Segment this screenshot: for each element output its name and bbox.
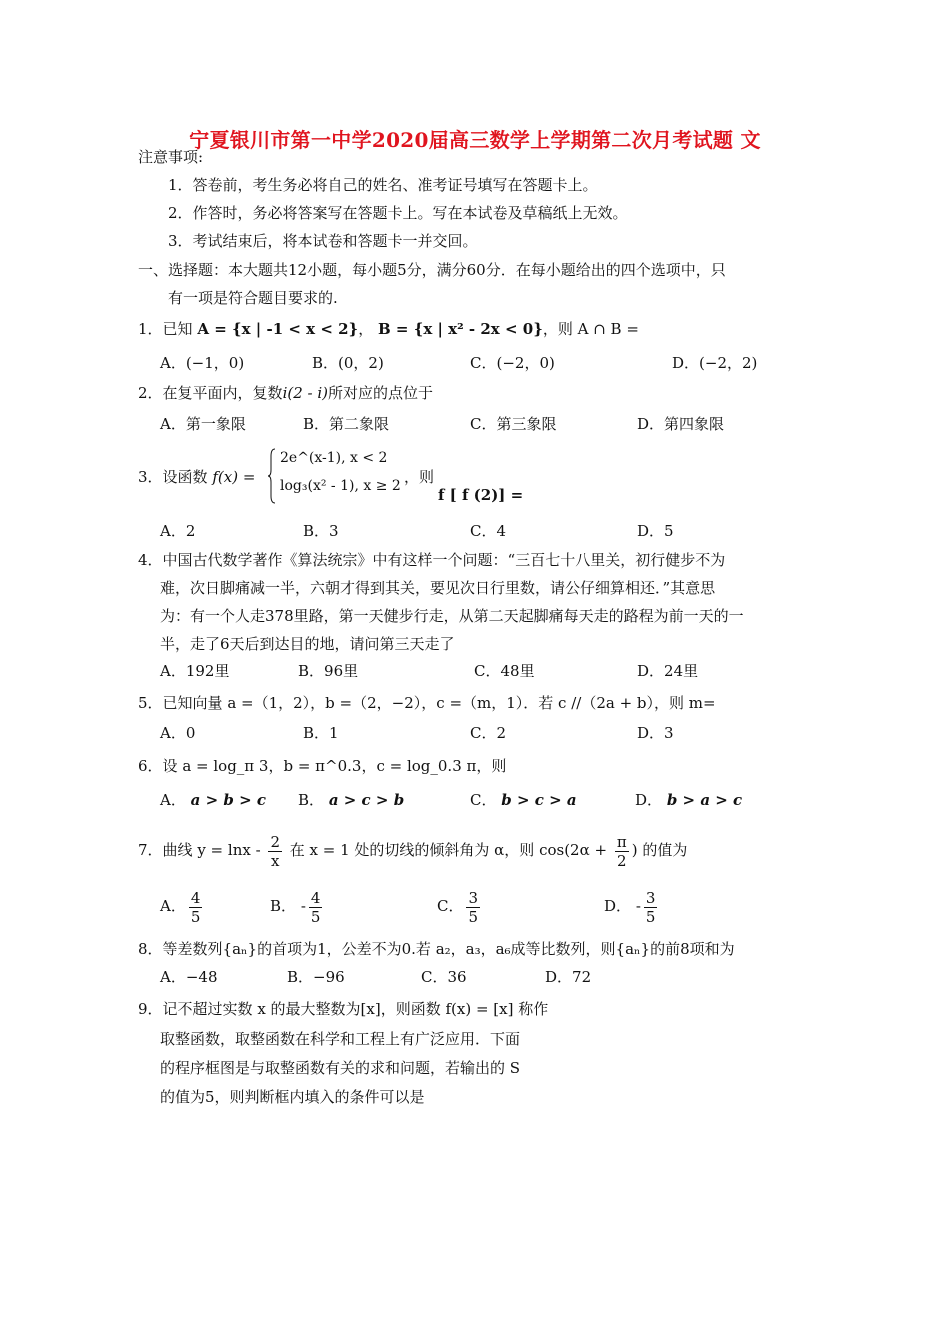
set-b: B = {x | x² - 2x < 0} — [378, 320, 543, 338]
option-c: C．36 — [421, 968, 467, 986]
option-d — [604, 886, 660, 926]
question-tail: ，则 — [404, 468, 435, 486]
question-7 — [138, 830, 687, 870]
notice-item: 3．考试结束后，将本试卷和答题卡一并交回。 — [168, 232, 478, 250]
fraction-denominator: 5 — [190, 907, 201, 926]
option-a: A．第一象限 — [160, 415, 246, 433]
question-text: 等差数列{aₙ}的首项为1，公差不为0.若 a₂，a₃，a₆成等比数列，则{aₙ}的前8项和为 — [162, 940, 735, 958]
question-text: 已知 — [162, 320, 193, 338]
question-number: 3． — [138, 468, 163, 486]
question-text-cont: 取整函数，取整函数在科学和工程上有广泛应用．下面 — [160, 1030, 521, 1048]
question-text-cont: 为：有一个人走378里路，第一天健步行走，从第二天起脚痛每天走的路程为前一天的一 — [160, 607, 744, 625]
question-text-cont: 的值为5，则判断框内填入的条件可以是 — [160, 1088, 425, 1106]
option-a: A．2 — [160, 522, 196, 540]
question-text: 设 a = log_π 3，b = π^0.3，c = log_0.3 π，则 — [162, 757, 507, 775]
question-tail: ) 的值为 — [631, 841, 688, 859]
option-letter: D． — [604, 897, 632, 915]
question-2 — [138, 382, 433, 404]
separator: ， — [358, 320, 374, 338]
question-text: 中国古代数学著作《算法统宗》中有这样一个问题：“三百七十八里关，初行健步不为 — [162, 551, 726, 569]
left-brace-icon — [268, 448, 276, 504]
question-text: 记不超过实数 x 的最大整数为[x]，则函数 f(x) = [x] 称作 — [162, 1000, 549, 1018]
question-tail: ，则 A ∩ B = — [542, 320, 639, 338]
question-number: 9． — [138, 1000, 163, 1018]
set-a: A = {x | -1 < x < 2} — [197, 320, 359, 338]
question-9 — [138, 998, 548, 1020]
question-text-cont: 半，走了6天后到达目的地，请问第三天走了 — [160, 635, 455, 653]
fraction-denominator: 5 — [310, 907, 321, 926]
option-d: D．(−2，2) — [672, 354, 758, 372]
option-d: D．第四象限 — [637, 415, 725, 433]
question-number: 7． — [138, 841, 163, 859]
option-letter: D． — [635, 791, 663, 809]
complex-expr: i(2 - i) — [282, 384, 329, 402]
question-number: 2． — [138, 384, 163, 402]
option-c: C．48里 — [474, 662, 535, 680]
option-letter: A． — [160, 897, 186, 915]
option-value: a > b > c — [190, 791, 266, 809]
fraction-numerator: 2 — [270, 832, 280, 851]
question-ask: f [ f (2)] = — [438, 486, 524, 504]
question-number: 6． — [138, 757, 163, 775]
notice-item: 2．作答时，务必将答案写在答题卡上。写在本试卷及草稿纸上无效。 — [168, 204, 628, 222]
fraction-numerator: 4 — [190, 888, 201, 907]
option-c: C．(−2，0) — [470, 354, 555, 372]
option-fraction — [189, 889, 203, 926]
option-letter: B． — [298, 791, 325, 809]
question-4 — [138, 549, 725, 571]
option-sign: - — [635, 897, 641, 915]
fraction-denominator: x — [270, 851, 280, 870]
option-a: A．(−1，0) — [160, 354, 245, 372]
option-a: A．−48 — [160, 968, 218, 986]
option-b: B．96里 — [298, 662, 359, 680]
option-sign: - — [300, 897, 306, 915]
piecewise-function — [268, 448, 401, 506]
question-text: 设函数 — [162, 468, 208, 486]
question-text: 在 x = 1 处的切线的倾斜角为 α，则 cos(2α + — [289, 841, 608, 859]
option-c: C．4 — [470, 522, 507, 540]
option-a — [160, 789, 266, 811]
question-8 — [138, 938, 735, 960]
option-a: A．0 — [160, 724, 196, 742]
option-c — [470, 789, 577, 811]
option-fraction — [644, 889, 658, 926]
option-b: B．1 — [303, 724, 339, 742]
question-6 — [138, 755, 506, 777]
option-letter: C． — [437, 897, 464, 915]
function-name: f(x) = — [212, 468, 256, 486]
fraction-denominator: 5 — [468, 907, 479, 926]
fraction-numerator: 3 — [645, 888, 656, 907]
fraction — [615, 833, 629, 870]
fraction-denominator: 5 — [645, 907, 656, 926]
piecewise-case-2: log₃(x² - 1), x ≥ 2 — [280, 478, 401, 494]
option-d — [635, 789, 742, 811]
question-3 — [138, 466, 255, 488]
option-a: A．192里 — [160, 662, 230, 680]
question-number: 1． — [138, 320, 163, 338]
page-title: 宁夏银川市第一中学2020届高三数学上学期第二次月考试题 文 — [189, 128, 761, 152]
question-tail: 所对应的点位于 — [328, 384, 434, 402]
option-c: C．2 — [470, 724, 507, 742]
option-b: B．3 — [303, 522, 339, 540]
option-d: D．72 — [545, 968, 592, 986]
option-a — [160, 886, 205, 926]
question-1 — [138, 318, 639, 340]
option-letter: A． — [160, 791, 186, 809]
question-number: 8． — [138, 940, 163, 958]
option-d: D．3 — [637, 724, 674, 742]
notice-item: 1．答卷前，考生务必将自己的姓名、准考证号填写在答题卡上。 — [168, 176, 598, 194]
option-b — [270, 886, 325, 926]
option-value: b > a > c — [666, 791, 743, 809]
piecewise-case-1: 2e^(x-1), x < 2 — [280, 450, 388, 466]
option-c — [437, 886, 483, 926]
question-text-cont: 的程序框图是与取整函数有关的求和问题，若输出的 S — [160, 1059, 521, 1077]
option-b: B．−96 — [287, 968, 345, 986]
option-value: a > c > b — [328, 791, 405, 809]
option-d: D．5 — [637, 522, 674, 540]
option-value: b > c > a — [501, 791, 577, 809]
question-5 — [138, 692, 716, 714]
option-letter: B． — [270, 897, 297, 915]
fraction-numerator: 3 — [468, 888, 479, 907]
option-c: C．第三象限 — [470, 415, 557, 433]
fraction-numerator: 4 — [310, 888, 321, 907]
option-fraction — [309, 889, 323, 926]
question-text: 已知向量 a =（1，2），b =（2，−2），c =（m，1）．若 c //（2a + b），则 m= — [162, 694, 716, 712]
question-number: 5． — [138, 694, 163, 712]
fraction-numerator: π — [616, 832, 627, 851]
question-number: 4． — [138, 551, 163, 569]
option-fraction — [466, 889, 480, 926]
option-b: B．第二象限 — [303, 415, 390, 433]
notice-header: 注意事项: — [138, 148, 204, 166]
section-header-cont: 有一项是符合题目要求的. — [168, 289, 338, 307]
question-text: 在复平面内，复数 — [162, 384, 283, 402]
option-d: D．24里 — [637, 662, 699, 680]
question-text: 曲线 y = lnx - — [162, 841, 261, 859]
question-text-cont: 难，次日脚痛减一半，六朝才得到其关，要见次日行里数，请公仔细算相还．”其意思 — [160, 579, 716, 597]
section-header: 一、选择题：本大题共12小题，每小题5分，满分60分．在每小题给出的四个选项中，只 — [138, 261, 726, 279]
option-b — [298, 789, 404, 811]
fraction-denominator: 2 — [617, 851, 627, 870]
option-letter: C． — [470, 791, 497, 809]
option-b: B．(0，2) — [312, 354, 384, 372]
fraction — [268, 833, 282, 870]
